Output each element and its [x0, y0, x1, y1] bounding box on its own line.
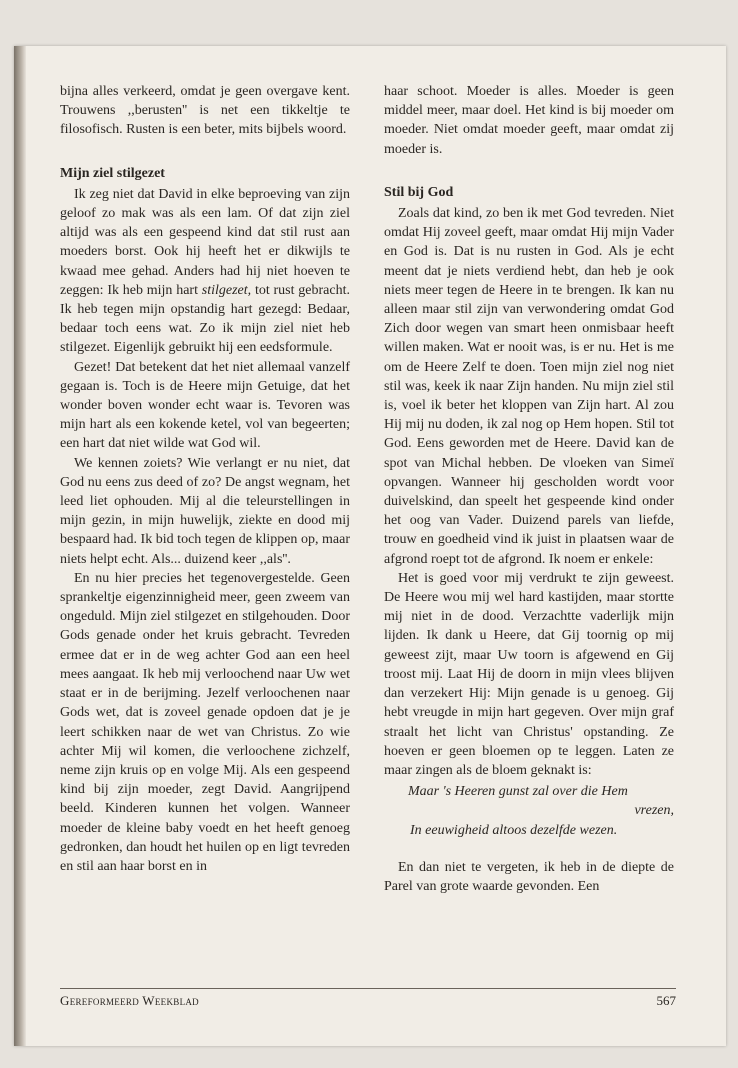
page [14, 46, 726, 1046]
right-paragraph-2: Het is goed voor mij verdrukt te zijn geweest. De Heere wou mij wel hard kastijden, maar stortte mij niet in de dood. Verzachtte vaderlijk mijn lijden. Ik dank u Heere, dat Gij toornig op mij geweest zijt, maar Uw toorn is afgewend en Gij troost mij. Laat Hij de doorn in mijn vlees blijven dan verzekert Hij: Mijn genade is u genoeg. Gij hebt vreugde in mijn hart gegeven. Over mijn graf straalt het licht van Christus' opstanding. Ze hoeven er geen bloemen op te leggen. Laten ze maar zingen als de bloem geknakt is: [384, 570, 674, 778]
heading-stil-bij-god: Stil bij God [384, 184, 454, 200]
page-footer [60, 988, 676, 1009]
right-paragraph-3: En dan niet te vergeten, ik heb in de diepte de Parel van grote waarde gevonden. Een [384, 859, 674, 894]
publication-title: Gereformeerd Weekblad [60, 993, 199, 1008]
left-column [60, 82, 350, 876]
heading-mijn-ziel-stilgezet: Mijn ziel stilgezet [60, 165, 165, 181]
right-intro-paragraph: haar schoot. Moeder is alles. Moeder is geen middel meer, maar doel. Het kind is bij moeder om moeder. Niet omdat moeder geeft, maar omdat zij moeder is. [384, 84, 674, 157]
left-paragraph-3: We kennen zoiets? Wie verlangt er nu niet, dat God nu eens zus deed of zo? De angst wegnam, het leed liet ophouden. Mij al die teleurstellingen in mijn gezin, in mijn huwelijk, ziekte en dood mij bespaard had. Ik bid toch tegen de klippen op, maar niets helpt echt. Als... duizend keer ,,als''. [60, 455, 350, 567]
left-paragraph-4: En nu hier precies het tegenovergestelde. Geen sprankeltje eigenzinnigheid meer, geen zweem van ongeduld. Mijn ziel stilgezet en stilgehouden. Door Gods genade onder het kruis gebracht. Tevreden ermee dat er in de weg achter God aan een heel mees aangaat. Ik heb mij verloochend naar Uw wet staat er in de berijming. Jezelf verloochenen naar Gods wet, dat is zoveel genade opdoen dat je je leert schikken naar de wet van Christus. Zo wie achter Mij wil komen, die verloochene zichzelf, neme zijn kruis op en volge Mij. Als een gespeend kind bij zijn moeder, zegt David. Aangrijpend beeld. Kinderen kunnen het volgen. Wanneer moeder de kleine baby voedt en het heeft genoeg gedronken, dan houdt het huilen op en ligt tevreden en stil aan haar borst en in [60, 570, 350, 874]
left-paragraph-2: Gezet! Dat betekent dat het niet allemaal vanzelf gegaan is. Toch is de Heere mijn Getuige, dat het wonder boven wonder echt waar is. Tevoren was mijn hart als een kokende ketel, vol van begeerten; een hart dat niet wilde wat God wil. [60, 359, 350, 452]
poem-quote [384, 782, 674, 840]
right-paragraph-1: Zoals dat kind, zo ben ik met God tevreden. Niet omdat Hij zoveel geeft, maar omdat Hij mijn Vader en God is. Dat is nu rusten in God. Als je echt meent dat je niets verdiend hebt, dan heb je ook niets meer tegen de Heere in te brengen. Ik kan nu alleen maar stil zijn van verwondering omdat God Zich door wegen van smart heen onmisbaar heeft willen maken. Wat er nooit was, is er nu. Het is me om de Heere Zelf te doen. Toen mijn ziel nog niet stil was, keek ik naar Zijn handen. Nu mijn ziel stil is, voel ik beter het kloppen van Zijn hart. Al zou Hij mij nu doden, ik zal nog op Hem hopen. Stil tot God. Eens geworden met de Heere. David kan de spot van Michal hebben. De vloeken van Simeï opvangen. Wanneer hij gescholden wordt voor duivelskind, dan speelt het gespeende kind onder het oog van Vader. Duizend parels van liefde, trouw en goedheid vind ik juist in plaatsen waar de afgrond roept tot de afgrond. Ik noem er enkele: [384, 206, 674, 567]
left-intro-paragraph: bijna alles verkeerd, omdat je geen overgave kent. Trouwens ,,berusten'' is net een tikkeltje te filosofisch. Rusten is een beter, mits bijbels woord. [60, 84, 350, 138]
right-column [384, 82, 674, 896]
page-number: 567 [656, 993, 676, 1008]
left-paragraph-1: Ik zeg niet dat David in elke beproeving van zijn geloof zo mak was als een lam. Of dat zijn ziel altijd was als een gespeend kind dat stil rust aan moeders borst. Ook hij heeft het er dikwijls te kwaad mee gehad. Anders had hij niet hoeven te zeggen: Ik heb mijn hart stilgezet, tot rust gebracht. Ik heb tegen mijn opstandig hart gezegd: Bedaar, bedaar toch eens wat. Zo ik mijn ziel niet heb stilgezet. Eigenlijk gebruikt hij een eedsformule. [60, 186, 350, 356]
poem-line-3: In eeuwigheid altoos dezelfde wezen. [410, 822, 618, 838]
poem-line-2: vrezen, [634, 803, 674, 819]
poem-line-1: Maar 's Heeren gunst zal over die Hem [408, 784, 628, 800]
book-spine [14, 46, 26, 1046]
emphasis-stilgezet: stilgezet, [201, 282, 252, 298]
